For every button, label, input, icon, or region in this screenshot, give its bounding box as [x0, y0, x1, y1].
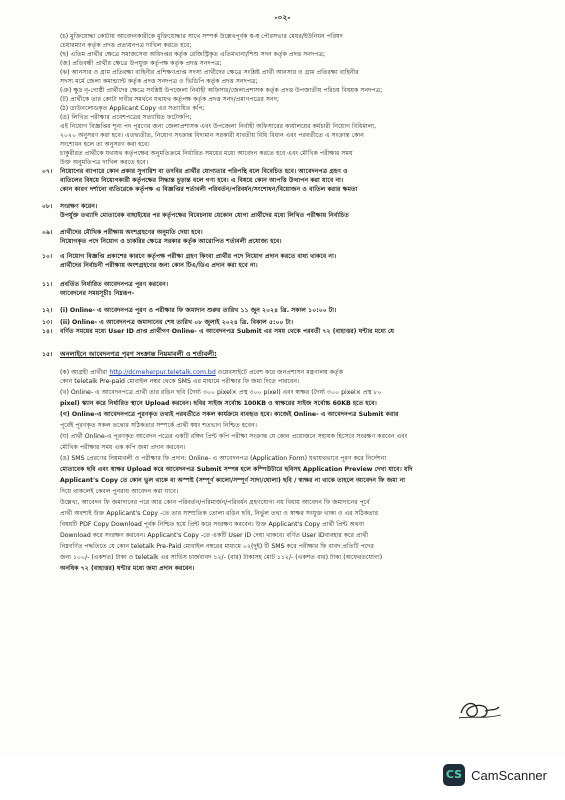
document-line: বিষয়টি PDF Copy Download পূর্বক নিশ্চিত হয়ে প্রিন্ট করে সংরক্ষণ করবেন। উক্ত Applicant's Copy প্রার্থী প্রিন্ট অথবা: [60, 521, 365, 528]
document-line: (জ) প্রতিবন্ধী প্রার্থীর ক্ষেত্রে উপযুক্ত কর্তৃপক্ষ কর্তৃক প্রদত্ত সনদপত্র;: [60, 60, 222, 67]
document-line: পূর্বেই পূরণকৃত সকল তথ্যের সঠিকতার সম্পর্কে প্রার্থী স্বয়ং শতভাগ নিশ্চিত হবেন।: [60, 422, 257, 429]
document-line: প্রার্থীদের নির্বাচনী পরীক্ষায় অংশগ্রহণের জন্য কোন টিএ/ডিএ প্রদান করা হবে না।: [60, 262, 258, 269]
paragraph-number: ০৭।: [42, 168, 53, 175]
document-line: (i) Online- এ আবেদনপত্র পূরণ ও পরীক্ষার ফি জমাদান শুরুর তারিখ ১১ জুন ২০২৪ খ্রি. সকাল ১০:০০ টা।: [60, 307, 337, 314]
document-line: pixel) স্ক্যান করে নির্ধারিত স্থানে Upload করবেন। ছবির সাইজ সর্বোচ্চ 100KB ও স্বাক্ষরের সাইজ সর্বোচ্চ 60KB হতে হবে।: [60, 400, 377, 407]
document-line: ২০২০ অনুসরণ করা হবে। এতদ্ব্যতীত, নিয়োগ সংক্রান্ত বিদ্যমান সরকারী যাবতীয় বিধি বিধান এবং পরবর্তীতে এ সংক্রান্ত কোন: [60, 132, 364, 139]
document-line: কোন teletalk Pre-paid মোবাইল নম্বর থেকে SMS এর মাধ্যমে পরীক্ষার ফি জমা দিতে পারবেন।: [60, 378, 300, 385]
paragraph-number: ১৩।: [42, 319, 53, 326]
camscanner-logo-icon: CS: [443, 764, 465, 786]
document-line: সদস্য মর্মে জেলা কমান্ড্যান্ট কর্তৃক প্রদত্ত সনদপত্র ও ভিডিপি কর্তৃক প্রদত্ত সনদপত্র;: [60, 78, 258, 85]
document-line: এই নিয়োগ বিজ্ঞপ্তির শূন্য পদ পূরণের জন্য জেলাপ্রশাসক এবং উপজেলা নির্বাহী অফিসারের কার্যালয়ের কর্মচারী নিয়োগ বিধিমালা,: [60, 123, 377, 130]
document-line: উল্লেখ্য, আবেদন ফি জমাদানের পরে আর কোন পরিবর্তন/পরিমার্জন/পরিবর্ধন গ্রহণযোগ্য নয় বিধায় আবেদন ফি জমাদানের পূর্বে: [60, 499, 370, 506]
document-line: আবেদনের সময়সূচীঃ নিম্নরূপ-: [60, 290, 135, 297]
paragraph-number: ১২।: [42, 307, 53, 314]
document-line: দিয়ে থাকলেই কেবল পুনরায় আবেদন করা যাবে।: [60, 488, 179, 495]
paragraph-number: ১১।: [42, 281, 53, 288]
document-line: উপর্যুক্ত তথ্যাদি মোতাবেক বাছাইয়ের পর কর্তৃপক্ষের বিবেচনায় যেকোন যোগ্য প্রার্থীদের মধ্যে লিখিত পরীক্ষায় নির্বাচিত: [60, 212, 349, 219]
document-line: প্রার্থী অবশ্যই উক্ত Applicant's Copy -তে তার সাম্প্রতিক তোলা রঙিন ছবি, নির্ভুল তথ্য ও স্বাক্ষর সংযুক্ত থাকা ও এর সঠিকতার: [60, 510, 379, 517]
paragraph-number: ১৪।: [42, 328, 53, 335]
document-line: (ঞ) ক্ষুদ্র নৃ-গোষ্ঠী প্রার্থীদের ক্ষেত্রে সংশ্লিষ্ট উপজেলা নির্বাহী অফিসার/জেলাপ্রশাসক কর্তৃক প্রদত্ত উপজাতীয় পরিচয় বিষয়ক সনদপত্র;: [60, 87, 383, 94]
document-line: (ঘ) প্রার্থী Online-এ পূরণকৃত আবেদন পত্রের একটি রঙ্গিন প্রিন্ট কপি পরীক্ষা সংক্রান্ত যে কোন প্রয়োজনে সহায়ক হিসেবে সংরক্ষণ করবেন এবং: [60, 433, 408, 440]
document-line: কোন কারণ দর্শানো ব্যতিরেকে কর্তৃপক্ষ এ বিজ্ঞপ্তির শর্তাবলী পরিবর্তন/পরিবর্ধন/সংশোধন/বিয়োজন ও বাতিল করার ক্ষমতা: [60, 186, 358, 193]
document-line: (ড) লিখিত পরীক্ষার প্রবেশপত্রের সত্যায়িত ফটোকপি;: [60, 114, 192, 121]
document-line: সংশোধন হলে তা অনুসরণ করা হবে।: [60, 141, 150, 148]
document-line: Download করে সংরক্ষণ করবেন। Applicant's Copy -তে একটি User ID দেয়া থাকবে। বর্ণিত User IDব্যবহার করে প্রার্থী: [60, 532, 369, 539]
document-line: নিয়োগকৃত পদে নিয়োগ ও চাকরির ক্ষেত্রে সরকার কর্তৃক আরোপিত শর্তাবলী প্রযোজ্য হবে।: [60, 238, 282, 245]
document-line: (ট) প্রার্থীকে তার কোটা দাবীর সমর্থনে যথাযথ কর্তৃপক্ষ কর্তৃক প্রদত্ত সনদ/প্রমাণপত্রের সনদ;: [60, 96, 280, 103]
scanner-footer: [0, 758, 565, 800]
document-line: (ঝ) আনসার ও গ্রাম প্রতিরক্ষা বাহিনীর প্রশিক্ষণপ্রাপ্ত সদস্য প্রার্থীদের ক্ষেত্রে সংশ্লিষ্ট প্রার্থী আনসার ও গ্রাম প্রতিরক্ষা বাহিনীর: [60, 69, 359, 76]
document-line: নিয়োগের ব্যাপারে কোন প্রকার সুপারিশ বা তদবির প্রার্থীর যোগ্যতার পরিপন্থি বলে বিবেচিত হবে। আবেদনপত্র গ্রহণ ও: [60, 168, 348, 175]
document-line: (ছ) এতিম প্রার্থীর ক্ষেত্রে সমাজসেবা অধিদপ্তর কর্তৃক রেজিস্ট্রিকৃত এতিমখানা/শিশু সদন কর্তৃক প্রদত্ত সনদপত্র;: [60, 51, 326, 58]
document-line: (খ) Online- এ আবেদনপত্রে প্রার্থী তার রঙিন ছবি (দৈর্ঘ্য ৩০০ pixel× প্রস্থ ৩০০ pixel) এবং স্বাক্ষর (দৈর্ঘ্য ৩০০ pixel× প্রস্থ ৮০: [60, 389, 382, 396]
document-line: চাকুরীরত প্রার্থীকে যথাযথ কর্তৃপক্ষের অনুমতিক্রমে নির্ধারিত সময়ের মধ্যে আবেদন করতে হবে এবং মৌখিক পরীক্ষার সময়: [60, 150, 353, 157]
document-line: সংরক্ষণ করেন।: [60, 203, 98, 210]
document-line: মোতাবেক ছবি এবং স্বাক্ষর Upload করে আবেদনপত্র Submit সম্পন্ন হলে কম্পিউটারে ছবিসহ Application Preview দেখা যাবে। যদি: [60, 466, 413, 473]
document-line: (ঙ) SMS প্রেরণের নিয়মাবলী ও পরীক্ষার ফি প্রদান: Online- এ আবেদনপত্র (Application Form) যথাযথভাবে পূরণ করে নির্দেশনা: [60, 455, 387, 462]
document-line: জন্য ১০০/- (একশত) টাকা ও teletalk এর সার্ভিস চার্জবাবদ ১২/- (বার) টাকাসহ মোট ১১২/- (একশত বার) টাকা (অফেরতযোগ্য): [60, 554, 383, 561]
camscanner-brand-text: CamScanner: [471, 768, 547, 783]
recruitment-website-link[interactable]: http://dcmeherpur.teletalk.com.bd: [109, 369, 216, 376]
document-line: (চ) মুক্তিযোদ্ধা কোটায় আবেদনকারীকে মুক্তিযোদ্ধার সাথে সম্পর্ক উল্লেখপূর্বক স্ব-স্ব পৌরসভার মেয়র/ইউনিয়ন পরিষদ: [60, 33, 343, 40]
document-line: চেয়ারম্যান কর্তৃক প্রদত্ত প্রত্যয়নপত্র দাখিল করতে হবে;: [60, 42, 192, 49]
document-line: (গ) Online-এ আবেদনপত্রে পূরণকৃত তথ্যই পরবর্তীতে সকল কার্যক্রমে ব্যবহৃত হবে। কাজেই Online- এ আবেদনপত্র Submit করার: [60, 411, 399, 418]
document-line: (ii) Online- এ আবেদনপত্র জমাদানের শেষ তারিখ ০৮ জুলাই ২০২৪ খ্রি. বিকাল ৫:০০ টা।: [60, 319, 294, 326]
document-line: মৌখিক পরীক্ষার সময় এক কপি জমা প্রদান করবেন।: [60, 444, 186, 451]
document-line: প্রার্থীদের মৌখিক পরীক্ষায় অংশগ্রহণের অনুমতি দেয়া হবে।: [60, 229, 203, 236]
paragraph-number: ০৮।: [42, 203, 53, 210]
document-line: বাতিলের বিষয়ে নিয়োগকারী কর্তৃপক্ষের সিদ্ধান্ত চূড়ান্ত বলে গণ্য হবে। এ বিষয়ে কোন আপত্তি উত্থাপন করা যাবে না।: [60, 177, 344, 184]
document-line: এ নিয়োগ বিজ্ঞপ্তি প্রকাশের কারণে কর্তৃপক্ষ পরীক্ষা গ্রহণ কিংবা প্রার্থীর পদে নিয়োগ প্রদান করতে বাধ্য থাকবে না।: [60, 253, 337, 260]
document-line: (ঠ) ডাউনলোডকৃত Applicant Copy এর সত্যায়িত কপি;: [60, 105, 205, 112]
document-line: নিম্নবর্ণিত পদ্ধতিতে যে কোন teletalk Pre-Paid মোবাইল নম্বরের মাধ্যমে ০২(দুই) টি SMS করে পরীক্ষার ফি বাবদ প্রতিটি পদের: [60, 543, 374, 550]
document-line: (ক) আগ্রহী প্রার্থীরা http://dcmeherpur.teletalk.com.bd ওয়েবসাইটে প্রবেশ করে জনপ্রশাসন মন্ত্রণালয় কর্তৃক: [60, 369, 344, 376]
document-line: Applicant's Copy তে কোন ভুল থাকে বা অস্পষ্ট (সম্পূর্ণ কালো/সম্পূর্ণ সাদা/ঘোলা) ছবি / স্বাক্ষর না থাকে তাহলে আবেদন ফি জমা না: [60, 477, 406, 484]
document-line: বর্ণিত সময়ের মধ্যে User ID প্রাপ্ত প্রার্থীগণ Online- এ আবেদনপত্র Submit এর সময় থেকে পরবর্তী ৭২ (বাহাত্তর) ঘন্টার মধ্যে যে: [60, 328, 395, 335]
page-number: -০২-: [274, 13, 291, 22]
document-line: প্রবর্তিত নির্ধারিত আবেদনপত্র পূরণ করবেন।: [60, 281, 169, 288]
handwritten-signature: [455, 697, 503, 723]
section-heading: অনলাইনে আবেদনপত্র পূরণ সংক্রান্ত নিয়মাবলী ও শর্তাবলী:: [60, 350, 217, 358]
document-line: উক্ত অনুমতিপত্র দাখিল করতে হবে।: [60, 159, 149, 166]
paragraph-number: ০৯।: [42, 229, 53, 236]
paragraph-number: ১০।: [42, 253, 53, 260]
document-line: অনধিক ৭২ (বাহাত্তর) ঘন্টার মধ্যে জমা প্রদান করবেন।: [60, 565, 195, 572]
paragraph-number: ১৫।: [42, 351, 53, 358]
